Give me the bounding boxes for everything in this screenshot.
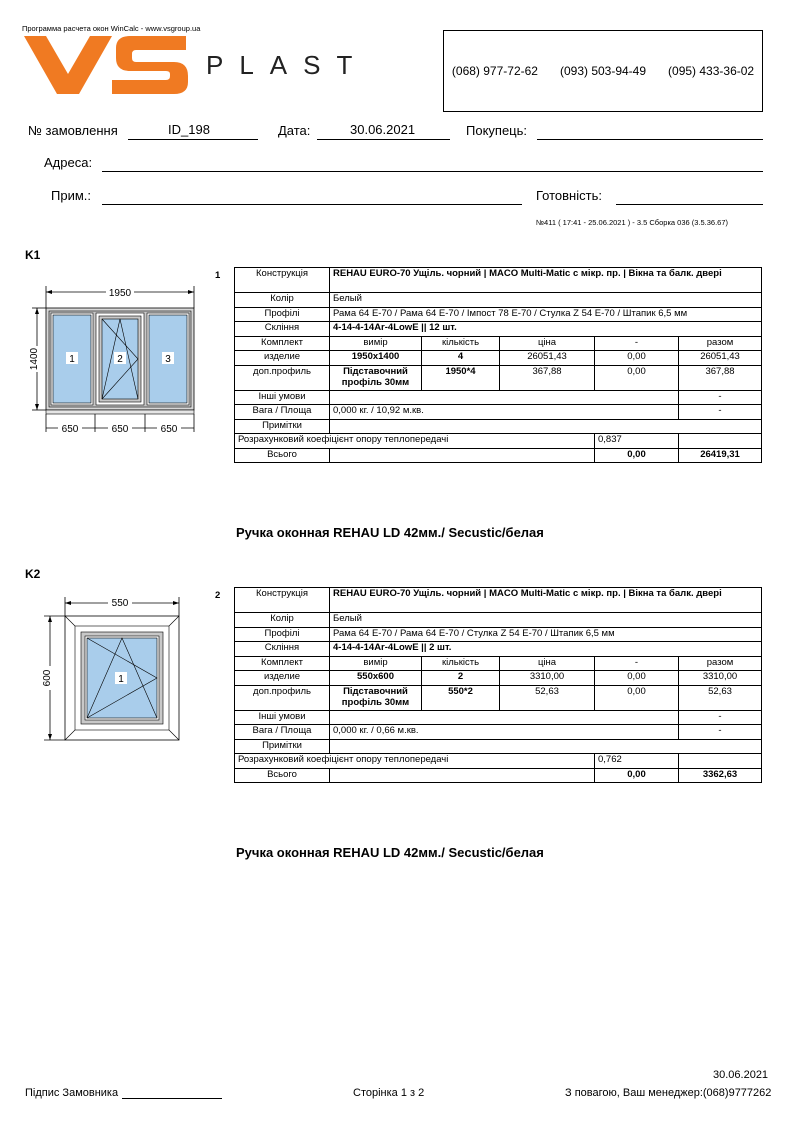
table-cell: Комплект: [235, 336, 330, 351]
drawing-label: 3: [165, 354, 171, 365]
table-cell: 550*2: [422, 685, 500, 710]
table-cell: разом: [679, 336, 762, 351]
table-cell: 0,000 кг. / 10,92 м.кв.: [330, 405, 679, 420]
order-no-line: [128, 139, 258, 140]
table-cell: разом: [679, 656, 762, 671]
manager-contact: З повагою, Ваш менеджер:(068)9777262: [565, 1087, 772, 1099]
drawing-label: 650: [160, 424, 178, 435]
table-row: [235, 627, 762, 642]
table-cell: Всього: [235, 448, 330, 463]
phone-box: [443, 30, 763, 112]
table-cell: REHAU EURO-70 Ущіль. чорний | MACO Multi-Matic с мікр. пр. | Вікна та балк. двері: [330, 588, 762, 613]
table-cell: Всього: [235, 768, 330, 783]
table-cell: 0,00: [595, 671, 679, 686]
table-cell: кількість: [422, 336, 500, 351]
buyer-line: [537, 139, 763, 140]
table-cell: Белый: [330, 613, 762, 628]
table-cell: кількість: [422, 656, 500, 671]
table-row: [235, 351, 762, 366]
table-cell: Розрахунковий коефіцієнт опору теплопередачі: [235, 754, 595, 769]
order-no: ID_198: [168, 122, 210, 137]
table-cell: [330, 419, 762, 434]
phone-3: (095) 433-36-02: [668, 64, 755, 78]
table-cell: Розрахунковий коефіцієнт опору теплопередачі: [235, 434, 595, 449]
footer-date: 30.06.2021: [713, 1069, 769, 1081]
table-cell: 1950*4: [422, 365, 500, 390]
table-cell: 550x600: [330, 671, 422, 686]
table-cell: 0,00: [595, 351, 679, 366]
program-note: Программа расчета окон WinCalc - www.vsgroup.ua: [22, 24, 201, 33]
table-cell: [330, 710, 679, 725]
table-cell: изделие: [235, 351, 330, 366]
table-row: [235, 588, 762, 613]
table-cell: Рама 64 E-70 / Рама 64 E-70 / Стулка Z 54 E-70 / Штапик 6,5 мм: [330, 627, 762, 642]
date-label: Дата:: [278, 123, 311, 138]
table-cell: 3362,63: [679, 768, 762, 783]
order-no-label: № замовлення: [28, 123, 118, 138]
table-cell: Рама 64 E-70 / Рама 64 E-70 / Імпост 78 E-70 / Стулка Z 54 E-70 / Штапик 6,5 мм: [330, 307, 762, 322]
table-cell: Колір: [235, 293, 330, 308]
table-row: [235, 434, 762, 449]
handle-note-k2: Ручка оконная REHAU LD 42мм./ Secustic/белая: [236, 845, 544, 860]
table-cell: 0,000 кг. / 0,66 м.кв.: [330, 725, 679, 740]
table-row: [235, 448, 762, 463]
table-row: [235, 656, 762, 671]
table-row: [235, 419, 762, 434]
drawing-label: 1: [118, 674, 124, 685]
table-cell: 367,88: [679, 365, 762, 390]
ready-line: [616, 204, 763, 205]
table-row: [235, 268, 762, 293]
table-cell: 3310,00: [679, 671, 762, 686]
table-cell: [679, 754, 762, 769]
table-cell: Колір: [235, 613, 330, 628]
table-cell: -: [679, 710, 762, 725]
table-cell: 0,00: [595, 365, 679, 390]
table-row: [235, 685, 762, 710]
address-label: Адреса:: [44, 155, 93, 170]
drawing-label: 650: [111, 424, 129, 435]
drawing-label: 2: [117, 354, 123, 365]
table-cell: Інші умови: [235, 710, 330, 725]
table-row: [235, 307, 762, 322]
table-row: [235, 642, 762, 657]
table-cell: Склiння: [235, 642, 330, 657]
table-cell: 52,63: [500, 685, 595, 710]
table-row: [235, 710, 762, 725]
address-line: [102, 171, 763, 172]
table-cell: ціна: [500, 336, 595, 351]
table-cell: 0,837: [595, 434, 679, 449]
drawing-label: 1: [69, 354, 75, 365]
order-meta: №411 ( 17:41 - 25.06.2021 ) - 3.5 Сборка 036 (3.5.36.67): [536, 218, 729, 227]
phone-2: (093) 503-94-49: [559, 64, 647, 78]
table-row: [235, 768, 762, 783]
table-cell: Інші умови: [235, 390, 330, 405]
table-cell: Профілі: [235, 627, 330, 642]
logo-sub-text: PLAST: [206, 50, 364, 80]
table-row: [235, 336, 762, 351]
table-row: [235, 754, 762, 769]
table-cell: доп.профиль: [235, 365, 330, 390]
table-cell: ціна: [500, 656, 595, 671]
ready-label: Готовність:: [536, 188, 602, 203]
table-cell: -: [595, 336, 679, 351]
table-cell: доп.профиль: [235, 685, 330, 710]
table-row: [235, 390, 762, 405]
table-cell: Профілі: [235, 307, 330, 322]
window-drawing-k2: [38, 594, 188, 746]
table-row: [235, 613, 762, 628]
table-cell: 4-14-4-14Ar-4LowE || 12 шт.: [330, 322, 762, 337]
table-cell: 3310,00: [500, 671, 595, 686]
table-cell: -: [679, 405, 762, 420]
note-line: [102, 204, 522, 205]
table-cell: 2: [422, 671, 500, 686]
table-cell: изделие: [235, 671, 330, 686]
table-cell: 367,88: [500, 365, 595, 390]
table-cell: -: [679, 725, 762, 740]
table-row: [235, 725, 762, 740]
signature-label: Підпис Замовника: [25, 1087, 119, 1099]
note-label: Прим.:: [51, 188, 91, 203]
table-cell: Примітки: [235, 419, 330, 434]
item-number: 2: [215, 590, 221, 601]
table-cell: Белый: [330, 293, 762, 308]
table-cell: Конструкція: [235, 588, 330, 613]
window-drawing-k1: [22, 282, 222, 437]
item-label: K2: [25, 567, 41, 581]
date-line: [317, 139, 450, 140]
table-cell: -: [595, 656, 679, 671]
table-cell: 1950x1400: [330, 351, 422, 366]
dim-width: 550: [111, 598, 129, 609]
table-cell: Примітки: [235, 739, 330, 754]
table-cell: 0,762: [595, 754, 679, 769]
table-cell: Вага / Площа: [235, 725, 330, 740]
table-cell: [330, 768, 595, 783]
table-cell: Підставочний профіль 30мм: [330, 365, 422, 390]
signature-line: [122, 1098, 222, 1099]
table-cell: 26419,31: [679, 448, 762, 463]
table-cell: 26051,43: [679, 351, 762, 366]
table-row: [235, 405, 762, 420]
item-number: 1: [215, 270, 221, 281]
table-cell: [330, 739, 762, 754]
table-cell: -: [679, 390, 762, 405]
table-cell: [330, 448, 595, 463]
buyer-label: Покупець:: [466, 123, 528, 138]
table-cell: Підставочний профіль 30мм: [330, 685, 422, 710]
spec-table-k1: [234, 267, 762, 463]
table-row: [235, 293, 762, 308]
item-label: K1: [25, 248, 41, 262]
table-row: [235, 671, 762, 686]
table-cell: 0,00: [595, 685, 679, 710]
table-cell: Склiння: [235, 322, 330, 337]
table-cell: REHAU EURO-70 Ущіль. чорний | MACO Multi-Matic с мікр. пр. | Вікна та балк. двері: [330, 268, 762, 293]
table-cell: Вага / Площа: [235, 405, 330, 420]
table-cell: [330, 390, 679, 405]
table-cell: [679, 434, 762, 449]
table-cell: Комплект: [235, 656, 330, 671]
drawing-label: 650: [61, 424, 79, 435]
table-cell: 26051,43: [500, 351, 595, 366]
table-cell: Конструкція: [235, 268, 330, 293]
phone-1: (068) 977-72-62: [451, 64, 538, 78]
table-row: [235, 322, 762, 337]
dim-height: 1400: [29, 347, 40, 371]
table-cell: 0,00: [595, 768, 679, 783]
table-cell: 4: [422, 351, 500, 366]
table-cell: вимір: [330, 336, 422, 351]
dim-height: 600: [42, 669, 53, 687]
page-indicator: Сторінка 1 з 2: [353, 1087, 425, 1099]
table-row: [235, 365, 762, 390]
table-cell: вимір: [330, 656, 422, 671]
table-cell: 52,63: [679, 685, 762, 710]
table-cell: 4-14-4-14Ar-4LowE || 2 шт.: [330, 642, 762, 657]
spec-table-k2: [234, 587, 762, 783]
table-cell: 0,00: [595, 448, 679, 463]
dim-width: 1950: [108, 288, 132, 299]
table-row: [235, 739, 762, 754]
company-logo: [24, 36, 364, 96]
handle-note-k1: Ручка оконная REHAU LD 42мм./ Secustic/белая: [236, 525, 544, 540]
order-date: 30.06.2021: [350, 122, 416, 137]
